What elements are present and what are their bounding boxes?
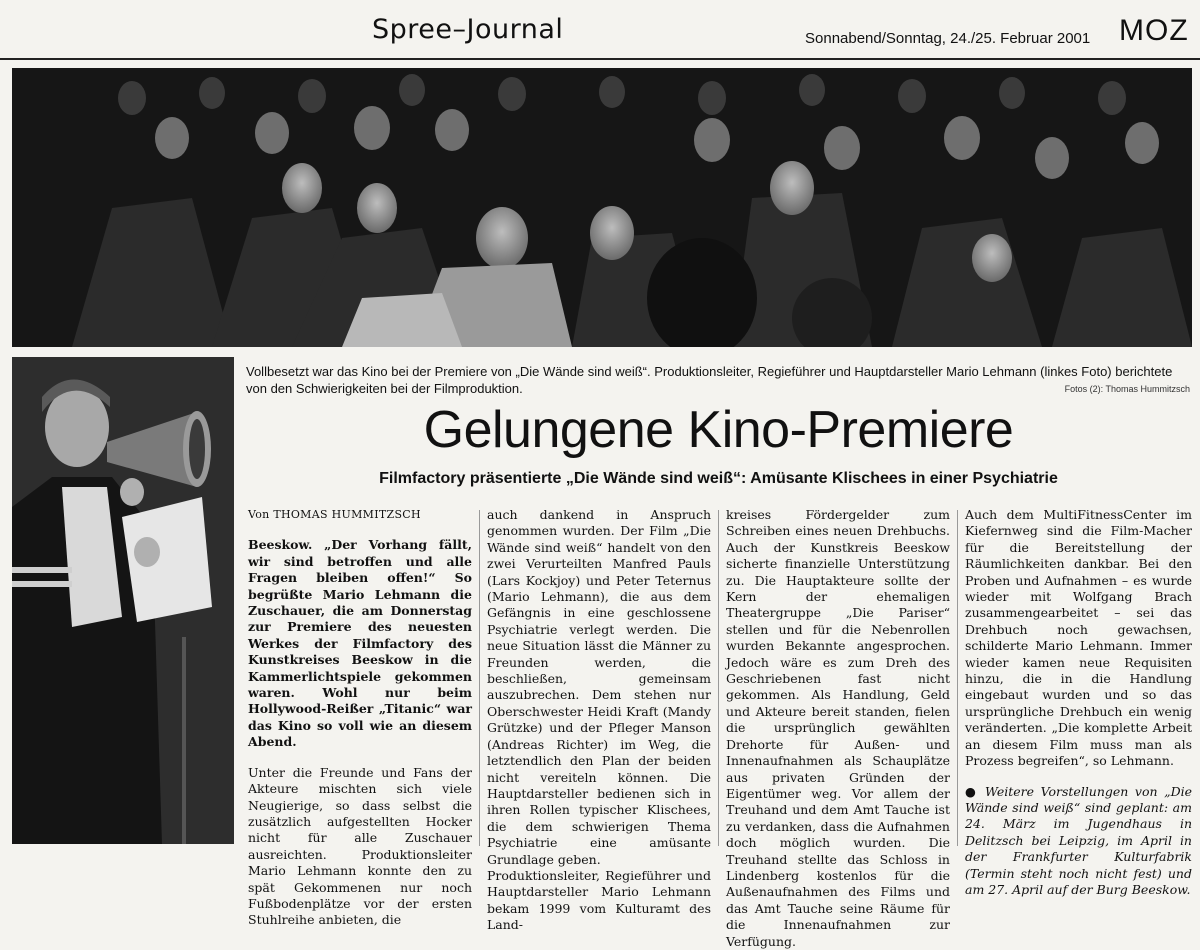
newspaper-header	[0, 0, 1200, 60]
subheadline: Filmfactory präsentierte „Die Wände sind weiß“: Amüsante Klischees in einer Psychiatrie	[379, 470, 1058, 487]
megaphone-speaker-graphic	[12, 357, 234, 844]
section-title: Spree–Journal	[372, 14, 564, 45]
article-column-1	[248, 507, 472, 929]
photo-caption: Vollbesetzt war das Kino bei der Premiere von „Die Wände sind weiß“. Produktionsleiter, Regieführer und Hauptdarsteller Mario Lehmann (linkes Foto) berichtete von den Schwierigkeiten bei der Filmproduktion.	[246, 364, 1173, 396]
column-rule	[718, 510, 719, 846]
article-paragraph-3: Produktionsleiter, Regieführer und Hauptdarsteller Mario Lehmann bekam 1999 vom Kulturamt des Land-	[487, 867, 711, 933]
audience-photo-graphic	[12, 68, 1192, 347]
article-lead: Beeskow. „Der Vorhang fällt, wir sind betroffen und alle Fragen bleiben offen!“ So begrüßte Mario Lehmann die Zuschauer, die am Donnerstag zur Premiere des neuesten Werkes der Filmfactory des Kunstkreises Beeskow in die Kammerlichtspiele gekommen waren. Wohl nur beim Hollywood-Reißer „Titanic“ war das Kino so voll wie an diesem Abend.	[248, 537, 472, 750]
article-paragraph-5: Auch dem MultiFitnessCenter im Kiefernweg sind die Film-Macher für die Bereitstellung der Räumlichkeiten dankbar. Bei den Proben und Aufnahmen – es wurde wieder mit Wolfgang Brach zusammengearbeitet – sei das Drehbuch noch gewachsen, schilderte Mario Lehmann. Immer wieder kamen neue Requisiten hinzu, die in die Handlung eingebaut wurden und so das ursprüngliche Drehbuch ein wenig veränderten. „Die komplette Arbeit an diesem Film muss man als Prozess begreifen“, so Lehmann.	[965, 507, 1192, 769]
headline: Gelungene Kino-Premiere	[423, 401, 1014, 459]
column-rule	[479, 510, 480, 846]
issue-date: Sonnabend/Sonntag, 24./25. Februar 2001	[805, 30, 1091, 47]
article-column-3	[726, 507, 950, 950]
article-column-2	[487, 507, 711, 934]
photo-credit: Fotos (2): Thomas Hummitzsch	[1064, 384, 1190, 394]
byline: Von THOMAS HUMMITZSCH	[248, 508, 421, 521]
column-rule	[957, 510, 958, 846]
article-column-4	[965, 507, 1192, 898]
megaphone-speaker-photo	[12, 357, 234, 844]
article-paragraph-1: Unter die Freunde und Fans der Akteure mischten sich viele Neugierige, so dass selbst die zusätzlich aufgestellten Hocker nicht für alle Zuschauer ausreichten. Produktionsleiter Mario Lehmann konnte den zu spät Gekommenen nur noch Fußbodenplätze vor der ersten Stuhlreihe anbieten, die	[248, 764, 472, 928]
newspaper-logo: MOZ	[1119, 14, 1189, 47]
article-paragraph-4: kreises Fördergelder zum Schreiben eines neuen Drehbuchs. Auch der Kunstkreis Beeskow sicherte finanzielle Unterstützung zu. Die Hauptakteure sollte der Kern der ehemaligen Theatergruppe „Die Pariser“ stellen und für die Nebenrollen wurden Bekannte angesprochen. Jedoch wäre es zum Dreh des Geschriebenen fast nicht gekommen. Als Handlung, Geld und Akteure bereit standen, fielen die ursprünglich gewählten Drehorte für Außen- und Innenaufnahmen als Schauplätze aus privaten Gründen der Eigentümer weg. Vor allem der Treuhand und dem Amt Tauche ist zu verdanken, dass die Aufnahmen doch möglich wurden. Die Treuhand stellte das Schloss in Lindenberg kostenlos für die Außenaufnahmen des Films und das Amt Tauche seine Räume für die Innenaufnahmen zur Verfügung.	[726, 507, 950, 949]
audience-photo	[12, 68, 1192, 347]
article-paragraph-2: auch dankend in Anspruch genommen wurden. Der Film „Die Wände sind weiß“ handelt von den zwei Verurteilten Manfred Pauls (Lars Kockjoy) und Peter Teternus (Mario Lehmann), die aus dem Gefängnis in eine geschlossene Psychiatrie verlegt werden. Die neue Situation lässt die Männer zu Freunden werden, die beschließen, gemeinsam auszubrechen. Dem stehen nur Oberschwester Heidi Kraft (Mandy Grützke) und der Pfleger Manson (Andreas Richter) im Weg, die letztendlich den Plan der beiden nicht vereiteln können. Die Hauptdarsteller bedienen sich in ihren Rollen typischer Klischees, die dem schwierigen Thema Psychiatrie eine amüsante Grundlage geben.	[487, 507, 711, 867]
screening-note: ● Weitere Vorstellungen von „Die Wände sind weiß“ sind geplant: am 24. März im Jugendhaus in Delitzsch bei Leipzig, im April in der Frankfurter Kulturfabrik (Termin steht noch nicht fest) und am 27. April auf der Burg Beeskow.	[965, 783, 1192, 897]
